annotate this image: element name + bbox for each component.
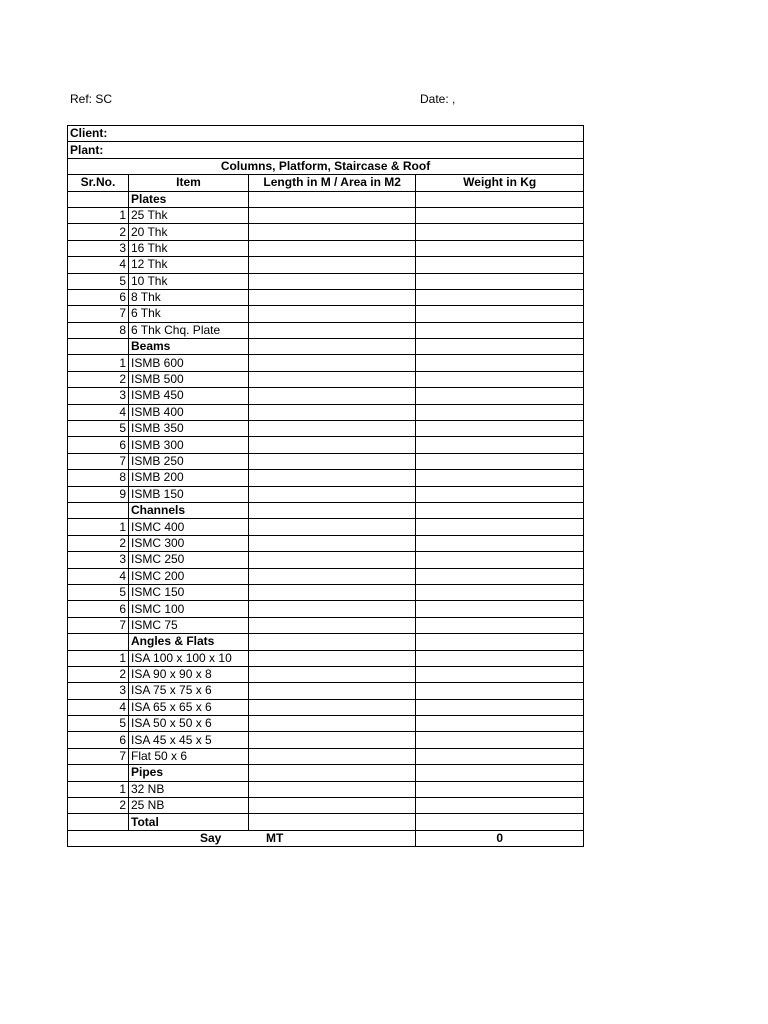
section-name: Angles & Flats: [129, 634, 249, 650]
row-length-cell: [248, 666, 416, 682]
plant-row: [68, 142, 584, 158]
row-weight-cell: [416, 355, 584, 371]
table-row: [68, 716, 584, 732]
table-row: [68, 388, 584, 404]
plant-label: Plant:: [68, 142, 584, 158]
row-item: ISMB 350: [129, 421, 249, 437]
row-item: 6 Thk: [129, 306, 249, 322]
row-item: ISMB 300: [129, 437, 249, 453]
table-row: [68, 371, 584, 387]
row-srno: 4: [68, 404, 129, 420]
table-row: [68, 257, 584, 273]
total-label: Total: [129, 814, 249, 830]
table-row: [68, 732, 584, 748]
table-row: [68, 273, 584, 289]
row-length-cell: [248, 601, 416, 617]
row-srno: 5: [68, 716, 129, 732]
section-header-row: [68, 191, 584, 207]
row-length-cell: [248, 552, 416, 568]
row-srno: 4: [68, 568, 129, 584]
table-row: [68, 486, 584, 502]
row-length-cell: [248, 519, 416, 535]
column-header-row: [68, 175, 584, 191]
row-srno: 2: [68, 224, 129, 240]
estimate-table-footer: [68, 814, 584, 847]
section-header-row: [68, 765, 584, 781]
row-weight-cell: [416, 257, 584, 273]
row-weight-cell: [416, 699, 584, 715]
row-srno: 3: [68, 240, 129, 256]
row-srno: 8: [68, 322, 129, 338]
row-weight-cell: [416, 748, 584, 764]
section-srno-cell: [68, 502, 129, 518]
row-length-cell: [248, 535, 416, 551]
section-srno-cell: [68, 634, 129, 650]
row-weight-cell: [416, 584, 584, 600]
row-srno: 4: [68, 699, 129, 715]
row-weight-cell: [416, 421, 584, 437]
table-row: [68, 666, 584, 682]
section-name: Pipes: [129, 765, 249, 781]
row-item: ISMC 250: [129, 552, 249, 568]
table-row: [68, 552, 584, 568]
client-row: [68, 126, 584, 142]
row-length-cell: [248, 617, 416, 633]
row-length-cell: [248, 371, 416, 387]
section-header-row: [68, 502, 584, 518]
row-srno: 1: [68, 207, 129, 223]
row-length-cell: [248, 798, 416, 814]
section-name: Beams: [129, 339, 249, 355]
section-srno-cell: [68, 339, 129, 355]
row-length-cell: [248, 732, 416, 748]
table-row: [68, 584, 584, 600]
row-item: ISMB 250: [129, 453, 249, 469]
row-item: 25 Thk: [129, 207, 249, 223]
row-length-cell: [248, 748, 416, 764]
row-item: 16 Thk: [129, 240, 249, 256]
section-srno-cell: [68, 765, 129, 781]
row-weight-cell: [416, 371, 584, 387]
row-item: ISA 50 x 50 x 6: [129, 716, 249, 732]
row-weight-cell: [416, 224, 584, 240]
table-row: [68, 798, 584, 814]
say-value: 0: [416, 830, 584, 846]
row-length-cell: [248, 650, 416, 666]
row-weight-cell: [416, 732, 584, 748]
row-length-cell: [248, 257, 416, 273]
row-item: ISA 100 x 100 x 10: [129, 650, 249, 666]
table-row: [68, 650, 584, 666]
table-row: [68, 404, 584, 420]
row-srno: 6: [68, 289, 129, 305]
row-weight-cell: [416, 601, 584, 617]
row-length-cell: [248, 470, 416, 486]
row-item: ISMC 100: [129, 601, 249, 617]
row-srno: 7: [68, 748, 129, 764]
section-weight-cell: [416, 339, 584, 355]
row-srno: 7: [68, 453, 129, 469]
row-srno: 8: [68, 470, 129, 486]
row-srno: 1: [68, 355, 129, 371]
row-weight-cell: [416, 207, 584, 223]
table-row: [68, 519, 584, 535]
row-weight-cell: [416, 453, 584, 469]
row-srno: 3: [68, 683, 129, 699]
row-item: ISMC 150: [129, 584, 249, 600]
row-item: ISMB 400: [129, 404, 249, 420]
table-row: [68, 224, 584, 240]
row-item: 20 Thk: [129, 224, 249, 240]
ref-label: Ref: SC: [70, 92, 113, 106]
table-row: [68, 699, 584, 715]
column-header-item: Item: [129, 175, 249, 191]
table-row: [68, 437, 584, 453]
row-length-cell: [248, 683, 416, 699]
row-length-cell: [248, 716, 416, 732]
row-item: ISMB 500: [129, 371, 249, 387]
row-weight-cell: [416, 388, 584, 404]
section-weight-cell: [416, 191, 584, 207]
row-length-cell: [248, 355, 416, 371]
row-srno: 4: [68, 257, 129, 273]
date-label: Date: ,: [420, 92, 456, 106]
row-length-cell: [248, 388, 416, 404]
table-row: [68, 421, 584, 437]
row-weight-cell: [416, 519, 584, 535]
section-srno-cell: [68, 191, 129, 207]
table-row: [68, 568, 584, 584]
row-weight-cell: [416, 322, 584, 338]
section-length-cell: [248, 634, 416, 650]
row-item: 32 NB: [129, 781, 249, 797]
table-row: [68, 683, 584, 699]
section-length-cell: [248, 765, 416, 781]
row-item: ISMB 600: [129, 355, 249, 371]
table-row: [68, 207, 584, 223]
row-item: 8 Thk: [129, 289, 249, 305]
row-weight-cell: [416, 486, 584, 502]
row-srno: 6: [68, 601, 129, 617]
table-row: [68, 535, 584, 551]
table-row: [68, 601, 584, 617]
total-length-cell: [248, 814, 416, 830]
section-weight-cell: [416, 765, 584, 781]
table-row: [68, 453, 584, 469]
total-row: [68, 814, 584, 830]
row-length-cell: [248, 224, 416, 240]
row-srno: 2: [68, 535, 129, 551]
table-title: Columns, Platform, Staircase & Roof: [68, 158, 584, 174]
row-srno: 1: [68, 781, 129, 797]
row-srno: 3: [68, 552, 129, 568]
table-row: [68, 322, 584, 338]
row-weight-cell: [416, 273, 584, 289]
column-header-srno: Sr.No.: [68, 175, 129, 191]
row-srno: 3: [68, 388, 129, 404]
section-header-row: [68, 339, 584, 355]
say-label: Say: [200, 830, 222, 845]
column-header-weight: Weight in Kg: [416, 175, 584, 191]
row-srno: 6: [68, 437, 129, 453]
row-srno: 5: [68, 421, 129, 437]
row-weight-cell: [416, 716, 584, 732]
row-length-cell: [248, 568, 416, 584]
row-weight-cell: [416, 617, 584, 633]
row-item: 10 Thk: [129, 273, 249, 289]
row-weight-cell: [416, 568, 584, 584]
row-item: ISA 90 x 90 x 8: [129, 666, 249, 682]
table-row: [68, 781, 584, 797]
row-srno: 7: [68, 617, 129, 633]
table-row: [68, 240, 584, 256]
row-item: ISMB 150: [129, 486, 249, 502]
row-srno: 2: [68, 798, 129, 814]
row-length-cell: [248, 207, 416, 223]
row-length-cell: [248, 322, 416, 338]
say-cell: [68, 830, 416, 846]
row-length-cell: [248, 437, 416, 453]
section-length-cell: [248, 191, 416, 207]
row-srno: 2: [68, 666, 129, 682]
row-weight-cell: [416, 535, 584, 551]
row-srno: 2: [68, 371, 129, 387]
row-weight-cell: [416, 781, 584, 797]
table-row: [68, 306, 584, 322]
section-length-cell: [248, 502, 416, 518]
row-length-cell: [248, 699, 416, 715]
section-weight-cell: [416, 634, 584, 650]
row-item: ISMC 300: [129, 535, 249, 551]
row-srno: 7: [68, 306, 129, 322]
row-length-cell: [248, 781, 416, 797]
row-item: ISMB 450: [129, 388, 249, 404]
column-header-length: Length in M / Area in M2: [248, 175, 416, 191]
row-weight-cell: [416, 798, 584, 814]
row-length-cell: [248, 421, 416, 437]
row-length-cell: [248, 240, 416, 256]
row-item: ISMC 200: [129, 568, 249, 584]
row-srno: 9: [68, 486, 129, 502]
section-header-row: [68, 634, 584, 650]
row-srno: 5: [68, 273, 129, 289]
mt-label: MT: [266, 830, 284, 845]
section-name: Plates: [129, 191, 249, 207]
row-srno: 1: [68, 519, 129, 535]
estimate-table: [67, 125, 584, 847]
row-item: ISA 65 x 65 x 6: [129, 699, 249, 715]
row-length-cell: [248, 404, 416, 420]
row-item: 6 Thk Chq. Plate: [129, 322, 249, 338]
row-item: ISMB 200: [129, 470, 249, 486]
total-srno-cell: [68, 814, 129, 830]
row-weight-cell: [416, 306, 584, 322]
row-item: ISMC 400: [129, 519, 249, 535]
section-weight-cell: [416, 502, 584, 518]
table-row: [68, 617, 584, 633]
table-row: [68, 748, 584, 764]
row-length-cell: [248, 584, 416, 600]
row-item: ISA 75 x 75 x 6: [129, 683, 249, 699]
row-srno: 6: [68, 732, 129, 748]
table-row: [68, 355, 584, 371]
row-weight-cell: [416, 666, 584, 682]
row-weight-cell: [416, 683, 584, 699]
row-length-cell: [248, 306, 416, 322]
table-row: [68, 289, 584, 305]
row-weight-cell: [416, 650, 584, 666]
title-row: [68, 158, 584, 174]
row-length-cell: [248, 453, 416, 469]
row-srno: 1: [68, 650, 129, 666]
row-weight-cell: [416, 289, 584, 305]
row-item: Flat 50 x 6: [129, 748, 249, 764]
row-weight-cell: [416, 240, 584, 256]
row-length-cell: [248, 486, 416, 502]
row-length-cell: [248, 289, 416, 305]
row-weight-cell: [416, 404, 584, 420]
section-length-cell: [248, 339, 416, 355]
row-length-cell: [248, 273, 416, 289]
row-item: 12 Thk: [129, 257, 249, 273]
total-weight-cell: [416, 814, 584, 830]
row-weight-cell: [416, 437, 584, 453]
section-name: Channels: [129, 502, 249, 518]
client-label: Client:: [68, 126, 584, 142]
row-weight-cell: [416, 470, 584, 486]
row-srno: 5: [68, 584, 129, 600]
row-item: 25 NB: [129, 798, 249, 814]
estimate-table-body: [68, 126, 584, 814]
row-item: ISA 45 x 45 x 5: [129, 732, 249, 748]
row-item: ISMC 75: [129, 617, 249, 633]
say-row: [68, 830, 584, 846]
table-row: [68, 470, 584, 486]
row-weight-cell: [416, 552, 584, 568]
